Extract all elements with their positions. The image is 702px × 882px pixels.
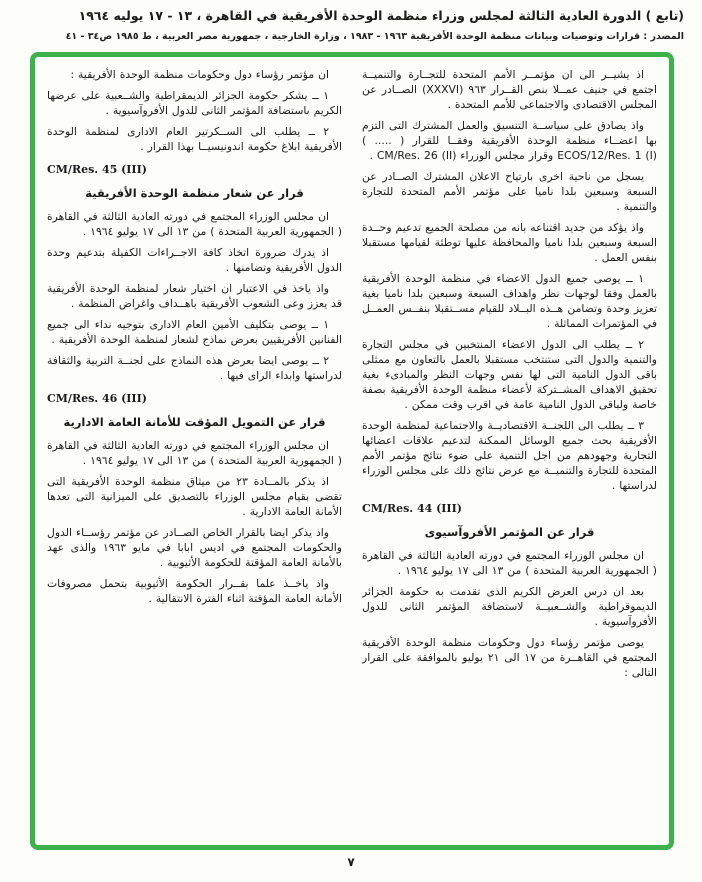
paragraph: ٢ ــ يوصى ايضا بعرض هذه النماذج على لجنــة التربية والثقافة لدراستها وابداء الراى فيها .: [47, 354, 342, 382]
content-border-box: [30, 52, 674, 850]
paragraph: اذ يذكر بالمــادة ٢٣ من ميثاق منظمة الوحدة الأفريقية التى تقضى بقيام مجلس الوزراء بالتصديق على الميزانية التى تعدها الأمانة العامة الادارية .: [47, 475, 342, 518]
paragraph: يسجل من ناحية اخرى بارتياح الاعلان المشترك الصــادر عن السبعة وسبعين بلدا ناميا على مؤتمر الأمم المتحدة للتجارة والتنمية .: [362, 170, 657, 213]
document-source-line: المصدر : قرارات وتوصيات وبيانات منظمة الوحدة الأفريقية ١٩٦٣ - ١٩٨٣ ، وزارة الخارجية ، جمهورية مصر العربية ، ط ١٩٨٥ ص٣٤ - ٤١: [65, 31, 684, 42]
paragraph: واذ ياخذ في الاعتبار ان اختيار شعار لمنظمة الوحدة الأفريقية قد يعزز وعى الشعوب الأفريقية باهــداف واغراض المنظمة .: [47, 282, 342, 310]
paragraph: بعد ان درس العرض الكريم الذى تقدمت به حكومة الجزائر الديموقراطية والشــعبيــة لاستضافة المؤتمر الثانى للدول الأفروآسيوية .: [362, 585, 657, 628]
paragraph: ان مؤتمر رؤساء دول وحكومات منظمة الوحدة الأفريقية :: [70, 68, 329, 81]
page-number: ٧: [347, 855, 355, 869]
paragraph: واذ ياخــذ علما بقــرار الحكومة الأثيوبية بتحمل مصروفات الأمانة العامة المؤقتة اثناء الفترة الانتقالية .: [47, 577, 342, 605]
paragraph: ١ ــ يوصى جميع الدول الاعضاء في منظمة الوحدة الأفريقية بالعمل وفقا لوجهات نظر واهداف السبعة وسبعين بلدا ناميا بغية تعزيز وحدة وتضامن هــذه البــلاد للقيام مســتقبلا بنفــس العمــل في المؤتمرات المماثلة .: [362, 272, 657, 330]
resolution-ref: CM/Res. 44 (III): [362, 502, 462, 515]
paragraph: واذ يؤكد من جديد اقتناعه بانه من مصلحة الجميع تدعيم وحــدة السبعة وسبعين بلدا ناميا والمحافظة عليها توطئة لقيامها مستقبلا بنفس العمل .: [362, 221, 657, 264]
resolution-ref: CM/Res. 45 (III): [47, 163, 147, 176]
resolution-title: قرار عن التمويل المؤقت للأمانة العامة الادارية: [63, 415, 326, 429]
paragraph: واذ يصادق على سياســة التنسيق والعمل المشترك التى التزم بها اعضــاء منظمة الوحدة الأفريقية وفقــا للقرار ( ..... ) ECOS/12/Res. 1 (I) وقرار مجلس الوزراء CM/Res. 26 (II) .: [362, 119, 657, 162]
paragraph: ان مجلس الوزراء المجتمع في دورته العادية الثالثة في القاهرة ( الجمهورية العربية المتحدة ) من ١٣ الى ١٧ يوليو ١٩٦٤ .: [47, 439, 342, 467]
paragraph: ٢ ــ يطلب الى الدول الاعضاء المنتخبين في مجلس التجارة والتنمية والدول التى ستنتخب مستقبلا بالعمل بالتعاون مع ممثلى باقى الدول النامية التى لها نفس وجهات النظر والمبادىء بغية تحقيق الاهداف المشــتركة لأعضاء منظمة الوحدة الأفريقية بصفة خاصة ولباقى الدول النامية عامة في اقرب وقت ممكن .: [362, 338, 657, 411]
paragraph: اذ يدرك ضرورة اتخاذ كافة الاجــراءات الكفيلة بتدعيم وحدة الدول الأفريقية وتضامنها .: [47, 246, 342, 274]
resolution-ref: CM/Res. 46 (III): [47, 392, 147, 405]
resolution-title: قرار عن المؤتمر الأفروآسيوى: [424, 525, 595, 539]
paragraph: واذ يذكر ايضا بالقرار الخاص الصــادر عن مؤتمر رؤســاء الدول والحكومات المجتمع في اديس ابابا في مايو ١٩٦٣ والذى عهد بالأمانة العامة المؤقتة للحكومة الأثيوبية .: [47, 526, 342, 569]
column-right: [362, 67, 657, 837]
resolution-title: قرار عن شعار منظمة الوحدة الأفريقية: [85, 186, 304, 200]
page-header: [0, 7, 702, 44]
column-left: [47, 67, 342, 837]
paragraph: ١ ــ يوصى بتكليف الأمين العام الادارى بتوجيه نداء الى جميع الفنانين الأفريقيين بعرض نماذج لشعار لمنظمة الوحدة الأفريقية .: [47, 318, 342, 346]
document-title: (تابع ) الدورة العادية الثالثة لمجلس وزراء منظمة الوحدة الأفريقية في القاهرة ، ١٣ - ١٧ يوليه ١٩٦٤: [78, 8, 684, 23]
text-columns: [47, 67, 657, 837]
paragraph: ان مجلس الوزراء المجتمع في دورته العادية الثالثة في القاهرة ( الجمهورية العربية المتحدة ) من ١٣ الى ١٧ يوليو ١٩٦٤ .: [362, 549, 657, 577]
paragraph: يوصى مؤتمر رؤساء دول وحكومات منظمة الوحدة الأفريقية المجتمع في القاهــرة من ١٧ الى ٢١ يوليو بالموافقة على القرار التالى :: [362, 636, 657, 679]
paragraph: ٢ ــ يطلب الى الســكرتير العام الادارى لمنظمة الوحدة الأفريقية ابلاغ حكومة اندونيسيــا بهذا القرار .: [47, 125, 342, 153]
paragraph: ٣ ــ يطلب الى اللجنــة الاقتصاديــة والاجتماعية لمنظمة الوحدة الأفريقية بحث جميع الوسائل الممكنة لتدعيم علاقات اعضائها التجارية وجهودهم من اجل التنمية على ضوء نتائج مؤتمر الأمم المتحدة للتجارة والتنميــة مع عرض نتائج ذلك على مجلس الوزراء لدراستها .: [362, 419, 657, 492]
paragraph: ١ ــ يشكر حكومة الجزائر الديمقراطية والشــعبية على عرضها الكريم باستضافة المؤتمر الثانى للدول الأفروآسيوية .: [47, 89, 342, 117]
paragraph: اذ يشيــر الى ان مؤتمــر الأمم المتحدة للتجــارة والتنميــة اجتمع في جنيف عمــلا بنص القــرار ٩٦٣ (XXXVI) الصــادر عن المجلس الاقتصادى والاجتماعى للأمم المتحدة .: [362, 68, 657, 111]
paragraph: ان مجلس الوزراء المجتمع في دورته العادية الثالثة في القاهرة ( الجمهورية العربية المتحدة ) من ١٣ الى ١٧ يوليو ١٩٦٤ .: [47, 210, 342, 238]
